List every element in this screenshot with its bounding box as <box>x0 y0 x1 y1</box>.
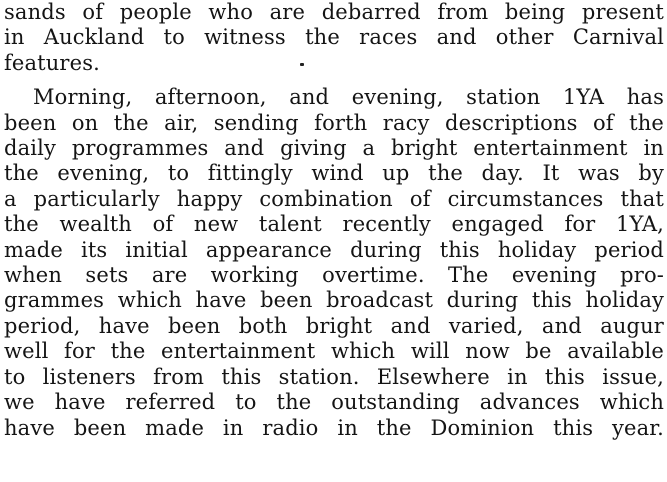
text-line: a particularly happy combination of circumstances that <box>4 186 664 211</box>
text-line: when sets are working overtime. The evening pro- <box>4 263 664 288</box>
text-line: have been made in radio in the Dominion this year. <box>4 415 664 440</box>
paragraph-2 <box>4 85 664 441</box>
print-speck <box>300 63 304 66</box>
text-line: in Auckland to witness the races and other Carnival <box>4 25 664 50</box>
text-line: well for the entertainment which will now be available <box>4 339 664 364</box>
text-line: the wealth of new talent recently engaged for 1YA, <box>4 212 664 237</box>
text-line: been on the air, sending forth racy descriptions of the <box>4 110 664 135</box>
text-line: features. <box>4 50 100 75</box>
text-line: grammes which have been broadcast during this holiday <box>4 288 664 313</box>
text-line: the evening, to fittingly wind up the day. It was by <box>4 161 664 186</box>
text-line: sands of people who are debarred from being present <box>4 0 664 24</box>
text-line: Morning, afternoon, and evening, station 1YA has <box>33 85 664 110</box>
text-line: daily programmes and giving a bright entertainment in <box>4 136 664 161</box>
text-line: period, have been both bright and varied, and augur <box>4 313 664 338</box>
paragraph-1 <box>4 0 664 76</box>
text-line: made its initial appearance during this holiday period <box>4 237 664 262</box>
article-text <box>4 0 664 441</box>
text-line: we have referred to the outstanding advances which <box>4 390 664 415</box>
text-line: to listeners from this station. Elsewhere in this issue, <box>4 364 664 389</box>
